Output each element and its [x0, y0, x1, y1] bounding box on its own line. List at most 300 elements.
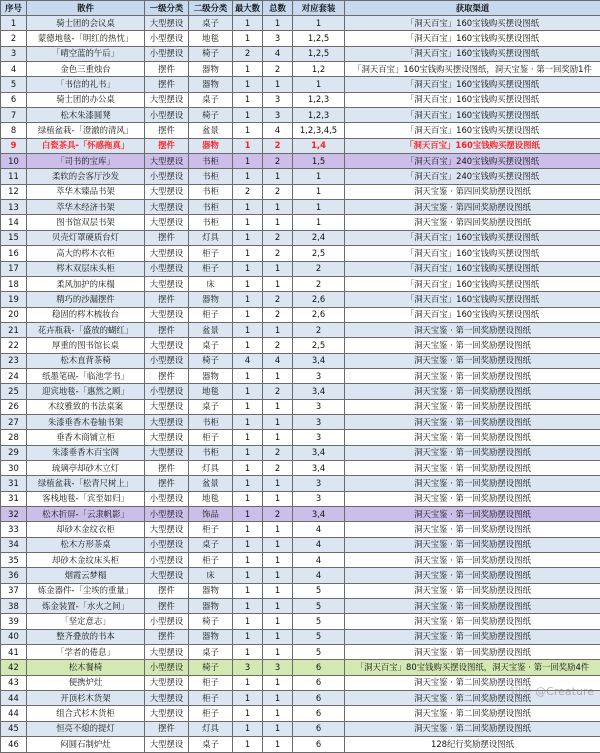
cell-source: 「洞天百宝」160宝钱购买摆设图纸: [345, 246, 600, 261]
cell-set: 5: [293, 583, 345, 598]
cell-category-2: 灯具: [189, 230, 233, 245]
cell-category-1: 摆件: [145, 368, 189, 383]
cell-source: 洞天宝鉴 · 第二回奖励摆设图纸: [345, 706, 600, 721]
cell-category-1: 大型摆设: [145, 246, 189, 261]
table-row: [1, 322, 600, 337]
cell-total: 4: [263, 353, 293, 368]
table-row: [1, 16, 600, 31]
cell-item-name: 炼金器件-「尘埃的重量」: [27, 583, 145, 598]
cell-set: 1: [293, 215, 345, 230]
cell-item-name: 松木方形茶桌: [27, 537, 145, 552]
cell-set: 2: [293, 322, 345, 337]
cell-category-2: 柜子: [189, 675, 233, 690]
cell-category-2: 桌子: [189, 16, 233, 31]
cell-source: 洞天宝鉴 · 第四回奖励摆设图纸: [345, 184, 600, 199]
cell-item-name: 图书馆双层书架: [27, 215, 145, 230]
cell-category-1: 摆件: [145, 599, 189, 614]
cell-category-2: 器物: [189, 599, 233, 614]
cell-set: 1: [293, 77, 345, 92]
cell-index: 22: [1, 338, 27, 353]
cell-source: 「洞天百宝」160宝钱购买摆设图纸: [345, 307, 600, 322]
cell-category-2: 器物: [189, 138, 233, 153]
cell-set: 6: [293, 691, 345, 706]
cell-index: 35: [1, 553, 27, 568]
cell-category-1: 大型摆设: [145, 92, 189, 107]
cell-index: 16: [1, 246, 27, 261]
cell-category-2: 器物: [189, 292, 233, 307]
cell-index: 29: [1, 445, 27, 460]
table-row: [1, 660, 600, 675]
cell-set: 3,4: [293, 507, 345, 522]
cell-item-name: 梣木双层床头柜: [27, 261, 145, 276]
cell-category-1: 大型摆设: [145, 276, 189, 291]
table-row: [1, 414, 600, 429]
cell-category-2: 器物: [189, 368, 233, 383]
table-row: [1, 169, 600, 184]
cell-max: 1: [233, 507, 263, 522]
cell-index: 31: [1, 476, 27, 491]
header-max: 最大数: [233, 1, 263, 16]
cell-category-1: 摆件: [145, 322, 189, 337]
cell-category-1: 大型摆设: [145, 430, 189, 445]
cell-item-name: 柔软的会客厅沙发: [27, 169, 145, 184]
cell-source: 洞天宝鉴 · 第一回奖励摆设图纸: [345, 476, 600, 491]
cell-max: 1: [233, 522, 263, 537]
table-row: [1, 338, 600, 353]
cell-set: 1,2: [293, 62, 345, 77]
cell-item-name: 「书信的礼书」: [27, 77, 145, 92]
cell-total: 1: [263, 568, 293, 583]
cell-category-1: 大型摆设: [145, 737, 189, 752]
cell-set: 2,6: [293, 307, 345, 322]
cell-source: 「洞天百宝」160宝钱购买摆设图纸: [345, 261, 600, 276]
cell-total: 1: [263, 430, 293, 445]
cell-set: 3: [293, 399, 345, 414]
cell-category-2: 盆景: [189, 123, 233, 138]
cell-index: 40: [1, 629, 27, 644]
cell-set: 3: [293, 476, 345, 491]
cell-set: 2: [293, 276, 345, 291]
watermark: 知乎 @Creature: [510, 683, 594, 699]
cell-set: 3: [293, 414, 345, 429]
table-row: [1, 353, 600, 368]
table-row: [1, 445, 600, 460]
cell-total: 4: [263, 123, 293, 138]
cell-total: 1: [263, 691, 293, 706]
cell-max: 1: [233, 246, 263, 261]
cell-category-2: 地毯: [189, 491, 233, 506]
cell-source: 洞天宝鉴 · 第一回奖励摆设图纸: [345, 629, 600, 644]
cell-index: 37: [1, 583, 27, 598]
cell-total: 4: [263, 46, 293, 61]
cell-category-2: 床: [189, 568, 233, 583]
cell-source: 洞天宝鉴 · 第一回奖励摆设图纸: [345, 568, 600, 583]
cell-max: 2: [233, 46, 263, 61]
cell-total: 1: [263, 721, 293, 736]
cell-category-2: 椅子: [189, 46, 233, 61]
cell-set: 1: [293, 184, 345, 199]
cell-item-name: 骑士团的会议桌: [27, 16, 145, 31]
cell-max: 1: [233, 31, 263, 46]
cell-total: 2: [263, 246, 293, 261]
cell-index: 5: [1, 77, 27, 92]
cell-max: 1: [233, 460, 263, 475]
cell-source: 洞天宝鉴 · 第一回奖励摆设图纸: [345, 537, 600, 552]
cell-max: 1: [233, 16, 263, 31]
cell-max: 1: [233, 307, 263, 322]
cell-source: 洞天宝鉴 · 第一回奖励摆设图纸: [345, 599, 600, 614]
cell-index: 2: [1, 31, 27, 46]
cell-category-2: 柜子: [189, 261, 233, 276]
cell-index: 18: [1, 276, 27, 291]
cell-index: 42: [1, 660, 27, 675]
cell-set: 1,4: [293, 138, 345, 153]
cell-category-1: 小型摆设: [145, 491, 189, 506]
cell-total: 1: [263, 737, 293, 752]
cell-index: 13: [1, 200, 27, 215]
cell-set: 1: [293, 16, 345, 31]
cell-max: 1: [233, 338, 263, 353]
cell-set: 6: [293, 706, 345, 721]
cell-max: 1: [233, 399, 263, 414]
table-row: [1, 507, 600, 522]
cell-category-1: 小型摆设: [145, 46, 189, 61]
cell-item-name: 蒙德地毯-「明红的热忱」: [27, 31, 145, 46]
cell-category-1: 摆件: [145, 721, 189, 736]
cell-total: 1: [263, 491, 293, 506]
cell-category-1: 大型摆设: [145, 16, 189, 31]
cell-total: 1: [263, 169, 293, 184]
cell-source: 洞天宝鉴 · 第一回奖励摆设图纸: [345, 384, 600, 399]
cell-total: 1: [263, 614, 293, 629]
cell-source: 洞天宝鉴 · 第一回奖励摆设图纸: [345, 430, 600, 445]
cell-total: 2: [263, 138, 293, 153]
cell-item-name: 绿植盆栽-「松青尺树上」: [27, 476, 145, 491]
cell-category-1: 大型摆设: [145, 184, 189, 199]
cell-max: 1: [233, 491, 263, 506]
cell-item-name: 「坚定意志」: [27, 614, 145, 629]
cell-set: 2,6: [293, 292, 345, 307]
cell-index: 44: [1, 706, 27, 721]
cell-category-2: 书柜: [189, 445, 233, 460]
cell-set: 2,5: [293, 338, 345, 353]
cell-category-1: 大型摆设: [145, 568, 189, 583]
cell-max: 3: [233, 660, 263, 675]
cell-max: 1: [233, 292, 263, 307]
cell-category-1: 小型摆设: [145, 261, 189, 276]
cell-max: 1: [233, 322, 263, 337]
cell-category-1: 小型摆设: [145, 660, 189, 675]
header-category-1: 一级分类: [145, 1, 189, 16]
cell-source: 128纪行奖励摆设图纸: [345, 737, 600, 752]
cell-item-name: 绿植盆栽-「澄澈的清风」: [27, 123, 145, 138]
cell-category-2: 柜子: [189, 430, 233, 445]
cell-set: 1: [293, 200, 345, 215]
cell-source: 洞天宝鉴 · 第一回奖励摆设图纸: [345, 414, 600, 429]
cell-index: 32: [1, 507, 27, 522]
cell-total: 1: [263, 522, 293, 537]
table-row: [1, 307, 600, 322]
table-row: [1, 583, 600, 598]
cell-source: 「洞天百宝」160宝钱购买摆设图纸: [345, 16, 600, 31]
header-set: 对应套装: [293, 1, 345, 16]
cell-source: 洞天宝鉴 · 第一回奖励摆设图纸: [345, 353, 600, 368]
cell-set: 1,2,5: [293, 31, 345, 46]
cell-category-1: 大型摆设: [145, 307, 189, 322]
cell-set: 5: [293, 599, 345, 614]
cell-category-1: 大型摆设: [145, 522, 189, 537]
cell-index: 3: [1, 46, 27, 61]
cell-total: 1: [263, 77, 293, 92]
cell-index: 12: [1, 184, 27, 199]
table-row: [1, 62, 600, 77]
table-row: [1, 568, 600, 583]
table-row: [1, 46, 600, 61]
cell-index: 7: [1, 108, 27, 123]
cell-item-name: 高大的梣木衣柜: [27, 246, 145, 261]
cell-source: 「洞天百宝」160宝钱购买摆设图纸: [345, 31, 600, 46]
cell-category-1: 摆件: [145, 77, 189, 92]
cell-set: 1: [293, 169, 345, 184]
cell-source: 「洞天百宝」240宝钱购买摆设图纸: [345, 169, 600, 184]
cell-category-2: 柜子: [189, 246, 233, 261]
cell-category-1: 大型摆设: [145, 706, 189, 721]
cell-set: 4: [293, 568, 345, 583]
cell-item-name: 闷圆石制炉灶: [27, 737, 145, 752]
cell-item-name: 贝壳灯罩硬质台灯: [27, 230, 145, 245]
cell-max: 1: [233, 62, 263, 77]
cell-category-2: 椅子: [189, 353, 233, 368]
table-row: [1, 123, 600, 138]
cell-set: 1,2,5: [293, 46, 345, 61]
cell-total: 2: [263, 445, 293, 460]
cell-item-name: 「学者的倦息」: [27, 645, 145, 660]
cell-index: 46: [1, 737, 27, 752]
cell-max: 1: [233, 614, 263, 629]
cell-category-1: 大型摆设: [145, 338, 189, 353]
table-row: [1, 491, 600, 506]
table-row: [1, 430, 600, 445]
cell-index: 34: [1, 537, 27, 552]
table-row: [1, 614, 600, 629]
cell-index: 44: [1, 691, 27, 706]
cell-total: 1: [263, 583, 293, 598]
cell-index: 6: [1, 92, 27, 107]
cell-source: 洞天宝鉴 · 第一回奖励摆设图纸: [345, 507, 600, 522]
cell-max: 1: [233, 261, 263, 276]
cell-category-2: 地毯: [189, 384, 233, 399]
cell-category-2: 桌子: [189, 92, 233, 107]
cell-set: 3,4: [293, 445, 345, 460]
cell-item-name: 琉璃亭却砂木立灯: [27, 460, 145, 475]
cell-max: 1: [233, 138, 263, 153]
cell-item-name: 迎宾地毯-「惠然之顾」: [27, 384, 145, 399]
cell-index: 26: [1, 399, 27, 414]
cell-category-2: 灯具: [189, 721, 233, 736]
cell-category-1: 小型摆设: [145, 353, 189, 368]
table-row: [1, 261, 600, 276]
cell-item-name: 却砂木金纹床头柜: [27, 553, 145, 568]
cell-index: 39: [1, 614, 27, 629]
cell-category-1: 摆件: [145, 62, 189, 77]
cell-category-2: 器物: [189, 62, 233, 77]
cell-index: 1: [1, 16, 27, 31]
cell-total: 2: [263, 154, 293, 169]
cell-total: 1: [263, 553, 293, 568]
cell-category-1: 大型摆设: [145, 645, 189, 660]
cell-set: 3: [293, 368, 345, 383]
cell-item-name: 骑士团的办公桌: [27, 92, 145, 107]
cell-source: 洞天宝鉴 · 第一回奖励摆设图纸: [345, 645, 600, 660]
cell-item-name: 萃华木臻品书架: [27, 184, 145, 199]
cell-category-2: 桌子: [189, 537, 233, 552]
table-row: [1, 737, 600, 752]
cell-item-name: 稳固的梣木梳妆台: [27, 307, 145, 322]
cell-total: 3: [263, 108, 293, 123]
cell-total: 1: [263, 399, 293, 414]
cell-item-name: 炼金装置-「水火之间」: [27, 599, 145, 614]
cell-total: 1: [263, 276, 293, 291]
table-row: [1, 108, 600, 123]
cell-item-name: 整齐叠放的书本: [27, 629, 145, 644]
cell-max: 1: [233, 537, 263, 552]
cell-total: 3: [263, 660, 293, 675]
cell-item-name: 垂香木商铺立柜: [27, 430, 145, 445]
cell-category-1: 大型摆设: [145, 200, 189, 215]
cell-max: 1: [233, 476, 263, 491]
cell-index: 45: [1, 721, 27, 736]
table-row: [1, 553, 600, 568]
cell-item-name: 白瓷茶具-「怀感拖真」: [27, 138, 145, 153]
cell-source: 洞天宝鉴 · 第一回奖励摆设图纸: [345, 460, 600, 475]
cell-index: 21: [1, 322, 27, 337]
cell-category-1: 小型摆设: [145, 169, 189, 184]
cell-index: 20: [1, 307, 27, 322]
cell-set: 1,2,3,4,5: [293, 123, 345, 138]
table-row: [1, 138, 600, 153]
cell-index: 8: [1, 123, 27, 138]
cell-category-2: 灯具: [189, 460, 233, 475]
cell-category-2: 桌子: [189, 338, 233, 353]
cell-set: 4: [293, 553, 345, 568]
cell-category-2: 盆景: [189, 476, 233, 491]
table-row: [1, 537, 600, 552]
cell-source: 洞天宝鉴 · 第一回奖励摆设图纸: [345, 491, 600, 506]
cell-item-name: 松木餐椅: [27, 660, 145, 675]
cell-max: 1: [233, 414, 263, 429]
cell-item-name: 烟霞云梦榻: [27, 568, 145, 583]
cell-index: 33: [1, 522, 27, 537]
cell-source: 洞天宝鉴 · 第一回奖励摆设图纸: [345, 338, 600, 353]
cell-set: 6: [293, 737, 345, 752]
cell-max: 1: [233, 568, 263, 583]
cell-index: 11: [1, 169, 27, 184]
table-row: [1, 522, 600, 537]
cell-category-1: 大型摆设: [145, 675, 189, 690]
cell-max: 1: [233, 154, 263, 169]
cell-total: 2: [263, 62, 293, 77]
header-source: 获取渠道: [345, 1, 600, 16]
cell-max: 1: [233, 583, 263, 598]
cell-set: 1,2,3: [293, 108, 345, 123]
cell-item-name: 松木朱漆圆凳: [27, 108, 145, 123]
cell-max: 1: [233, 230, 263, 245]
table-row: [1, 31, 600, 46]
cell-item-name: 花卉瓶栽-「盛放的蝴红」: [27, 322, 145, 337]
cell-set: 3,4: [293, 460, 345, 475]
cell-category-1: 小型摆设: [145, 537, 189, 552]
cell-category-2: 书柜: [189, 200, 233, 215]
cell-category-2: 器物: [189, 583, 233, 598]
table-row: [1, 706, 600, 721]
cell-category-1: 摆件: [145, 583, 189, 598]
cell-source: 洞天宝鉴 · 第一回奖励摆设图纸: [345, 399, 600, 414]
cell-category-1: 大型摆设: [145, 445, 189, 460]
cell-max: 1: [233, 276, 263, 291]
cell-category-2: 柜子: [189, 706, 233, 721]
cell-source: 「洞天百宝」160宝钱购买摆设图纸: [345, 276, 600, 291]
cell-source: 洞天宝鉴 · 第一回奖励摆设图纸: [345, 614, 600, 629]
cell-index: 28: [1, 430, 27, 445]
cell-index: 17: [1, 261, 27, 276]
cell-index: 9: [1, 138, 27, 153]
cell-total: 1: [263, 16, 293, 31]
cell-max: 1: [233, 706, 263, 721]
cell-max: 1: [233, 368, 263, 383]
table-row: [1, 399, 600, 414]
cell-total: 1: [263, 645, 293, 660]
cell-source: 「洞天百宝」160宝钱购买摆设图纸: [345, 77, 600, 92]
cell-source: 「洞天百宝」240宝钱购买摆设图纸: [345, 154, 600, 169]
cell-total: 2: [263, 307, 293, 322]
cell-index: 38: [1, 599, 27, 614]
cell-source: 「洞天百宝」160宝钱购买摆设图纸: [345, 292, 600, 307]
cell-total: 1: [263, 368, 293, 383]
cell-max: 1: [233, 123, 263, 138]
table-row: [1, 184, 600, 199]
cell-category-1: 摆件: [145, 292, 189, 307]
cell-item-name: 柔风加护的床榻: [27, 276, 145, 291]
cell-max: 4: [233, 353, 263, 368]
cell-total: 2: [263, 230, 293, 245]
cell-category-1: 摆件: [145, 476, 189, 491]
table-row: [1, 629, 600, 644]
cell-category-1: 小型摆设: [145, 384, 189, 399]
cell-item-name: 「司书的宝库」: [27, 154, 145, 169]
cell-total: 1: [263, 200, 293, 215]
cell-max: 1: [233, 215, 263, 230]
cell-category-1: 大型摆设: [145, 215, 189, 230]
cell-max: 1: [233, 200, 263, 215]
cell-category-1: 小型摆设: [145, 108, 189, 123]
table-row: [1, 77, 600, 92]
cell-category-2: 地毯: [189, 31, 233, 46]
cell-category-2: 椅子: [189, 660, 233, 675]
cell-category-2: 椅子: [189, 108, 233, 123]
cell-index: 19: [1, 292, 27, 307]
cell-index: 4: [1, 62, 27, 77]
cell-max: 1: [233, 430, 263, 445]
cell-total: 2: [263, 338, 293, 353]
cell-index: 14: [1, 215, 27, 230]
table-row: [1, 292, 600, 307]
table-row: [1, 721, 600, 736]
cell-index: 23: [1, 353, 27, 368]
cell-source: 洞天宝鉴 · 第二回奖励摆设图纸: [345, 675, 600, 690]
table-row: [1, 599, 600, 614]
table-row: [1, 460, 600, 475]
cell-category-1: 小型摆设: [145, 507, 189, 522]
